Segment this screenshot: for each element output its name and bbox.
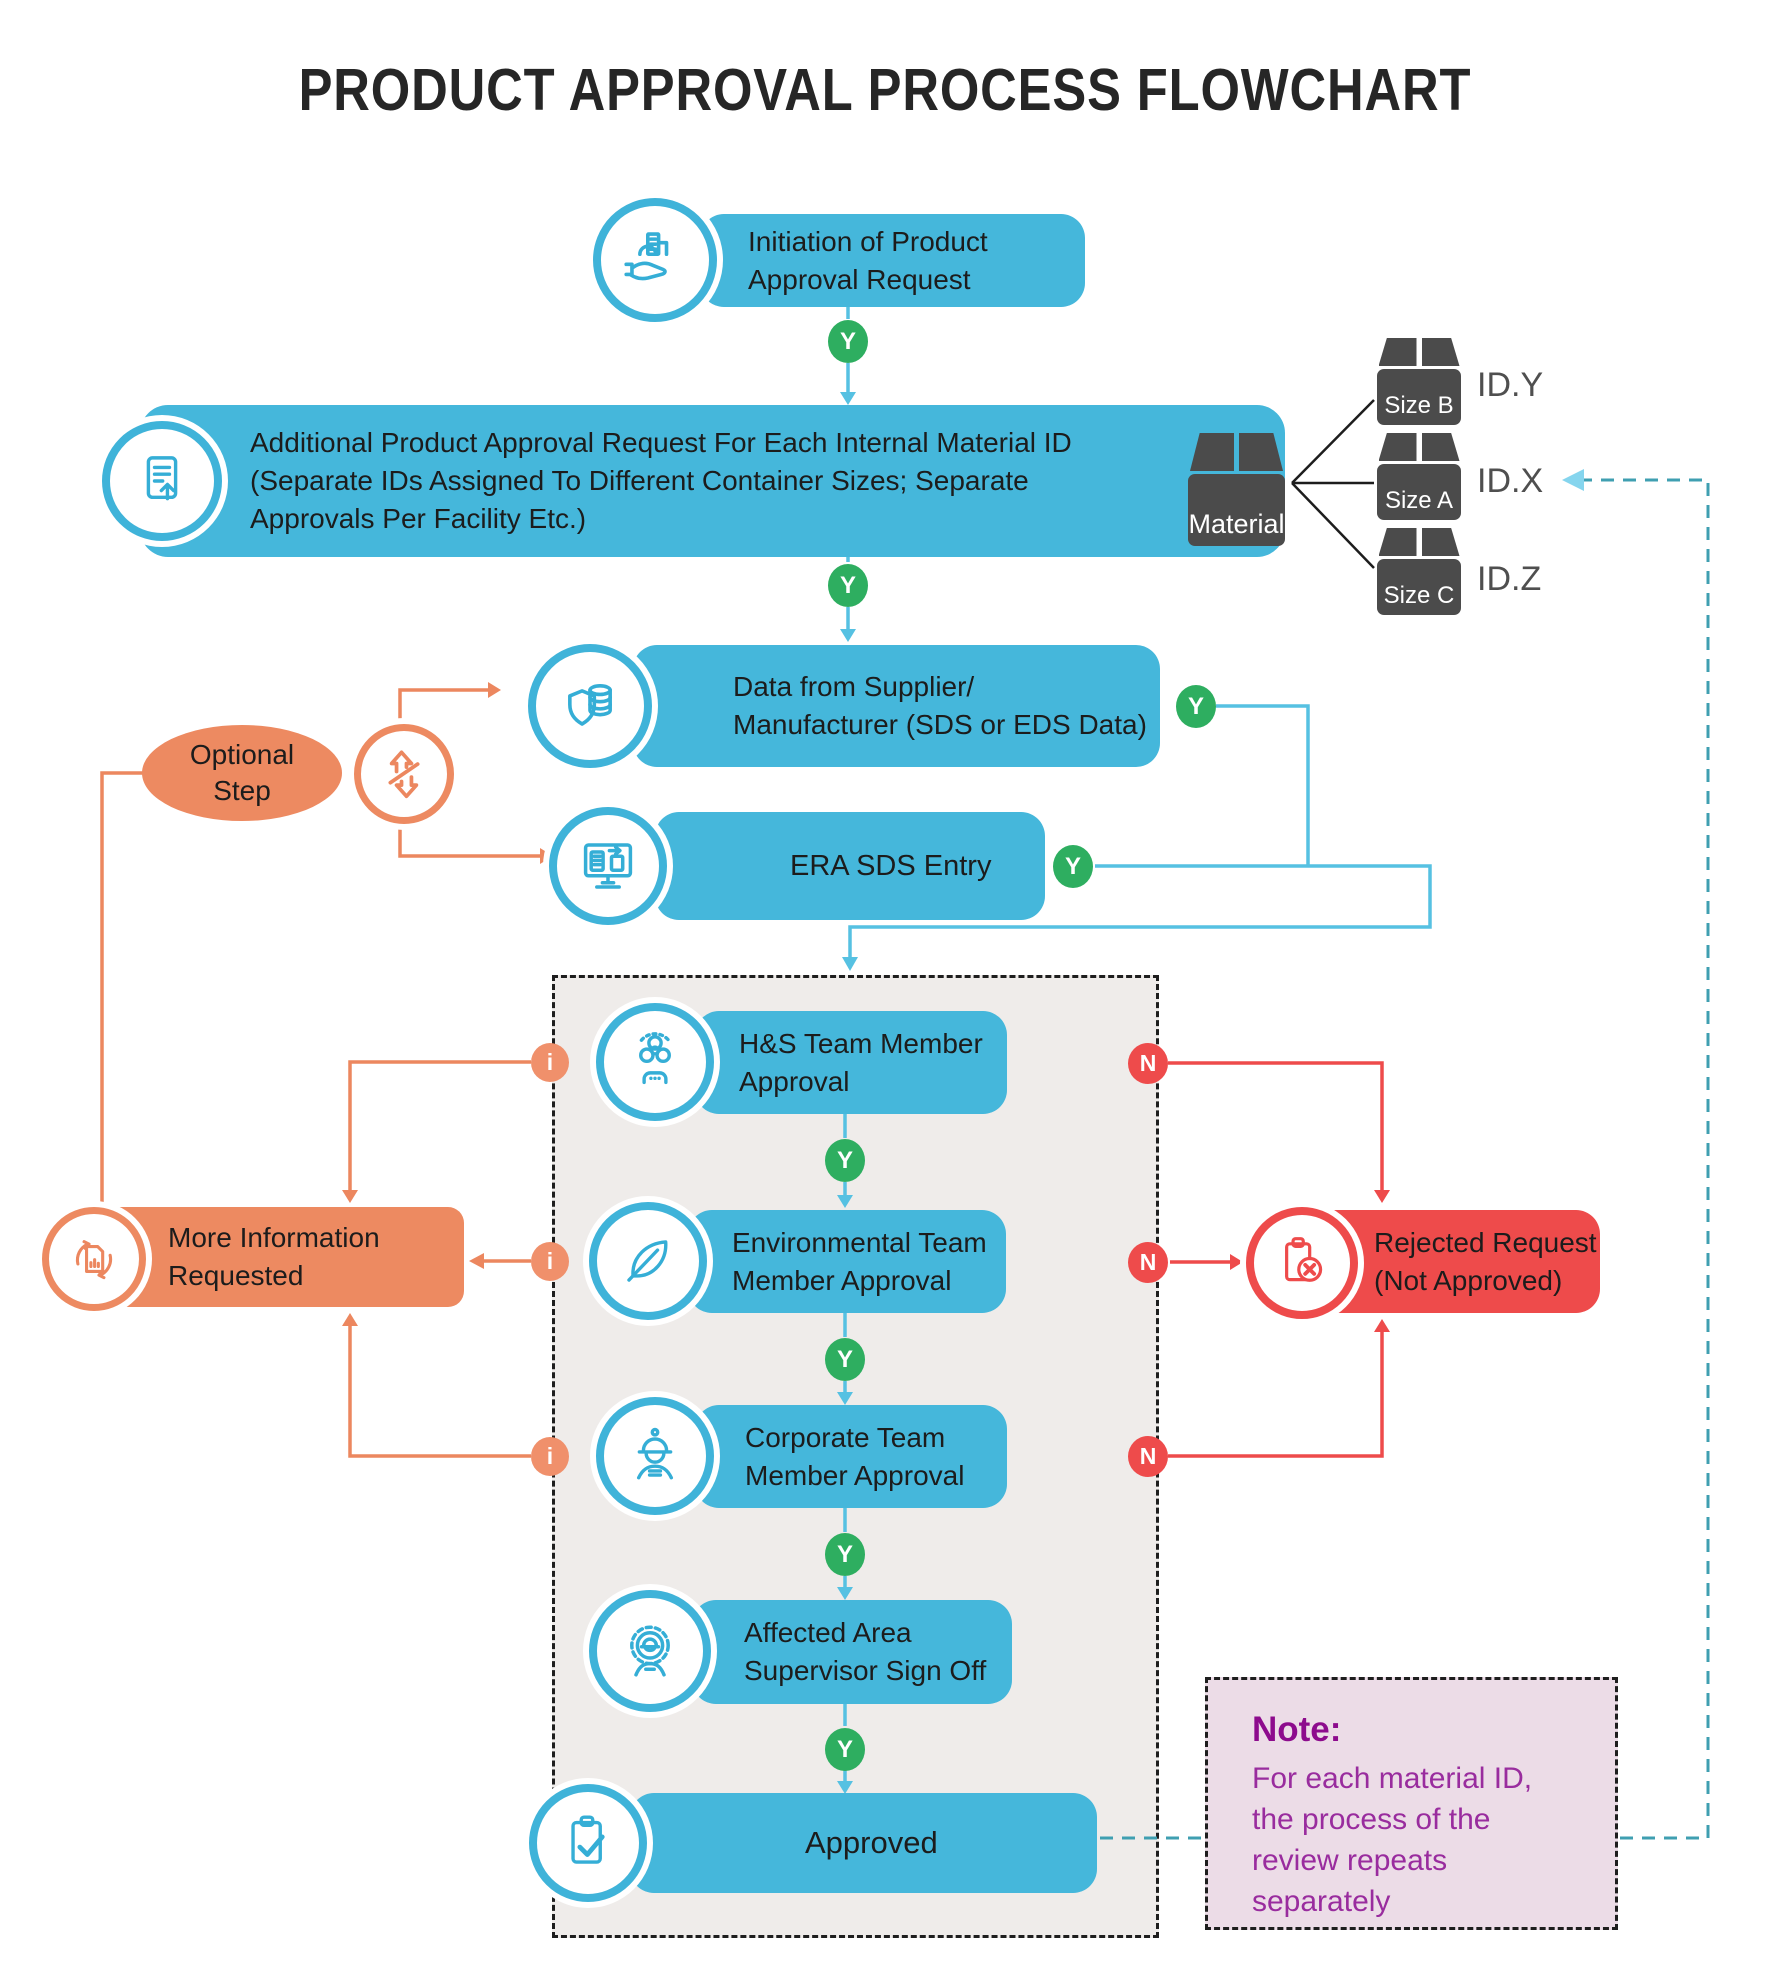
node-label: ERA SDS Entry	[790, 850, 992, 882]
material-fan-lines	[1292, 400, 1374, 568]
monitor-data-entry-icon	[573, 831, 643, 901]
document-refresh-icon	[63, 1228, 125, 1290]
node-environmental-approval	[688, 1210, 1006, 1313]
id-x-label: ID.X	[1477, 462, 1544, 500]
size-c-label: Size C	[1377, 559, 1461, 615]
info-badge: i	[531, 1437, 569, 1476]
node-label: Member Approval	[745, 1459, 965, 1491]
biohazard-person-icon	[621, 1028, 689, 1096]
shield-database-icon	[554, 670, 626, 742]
id-z-label: ID.Z	[1477, 560, 1542, 598]
sds-entry-monitor-icon-circle	[549, 807, 667, 925]
box-flap-icon	[1422, 338, 1460, 366]
material-box-icon	[1188, 433, 1285, 546]
node-hs-approval	[695, 1011, 1007, 1114]
initiation-icon-circle	[593, 198, 717, 322]
box-flap-icon	[1379, 528, 1417, 556]
optional-step-label: Optional	[189, 739, 295, 770]
gear-supervisor-icon	[615, 1616, 685, 1686]
yes-badge: Y	[1176, 685, 1216, 728]
document-upload-icon	[128, 447, 196, 515]
node-label: Initiation of Product	[748, 225, 988, 257]
node-label: Corporate Team	[745, 1421, 946, 1453]
document-refresh-icon-circle	[42, 1207, 146, 1311]
yes-badge: Y	[825, 1139, 865, 1182]
up-down-arrows-icon	[373, 743, 435, 805]
yes-badge: Y	[825, 1533, 865, 1576]
document-upload-icon-circle	[102, 421, 222, 541]
leaf-icon-circle	[589, 1202, 707, 1320]
node-approved	[630, 1793, 1097, 1893]
size-a-label: Size A	[1377, 464, 1461, 520]
yes-badge: Y	[825, 1338, 865, 1381]
note-box	[1205, 1677, 1618, 1930]
box-flap-icon	[1190, 433, 1234, 471]
optional-updown-icon-circle	[354, 724, 454, 824]
node-corporate-approval	[695, 1405, 1007, 1508]
node-label: Supervisor Sign Off	[744, 1655, 987, 1686]
repeat-loop-dashed-line	[1100, 480, 1708, 1838]
node-label: Environmental Team	[732, 1226, 987, 1258]
optional-step-label: Step	[213, 775, 271, 806]
node-label: Data from Supplier/	[733, 671, 975, 702]
note-line: the process of the	[1252, 1803, 1491, 1836]
page-title: PRODUCT APPROVAL PROCESS FLOWCHART	[298, 57, 1472, 123]
box-flap-icon	[1422, 528, 1460, 556]
gear-supervisor-icon-circle	[589, 1590, 711, 1712]
node-label: Requested	[168, 1260, 304, 1291]
node-label: Approvals Per Facility Etc.)	[250, 503, 587, 534]
node-initiation	[700, 214, 1085, 307]
box-flap-icon	[1379, 338, 1417, 366]
size-c-box-icon	[1377, 528, 1461, 615]
hardhat-worker-icon-circle	[596, 1397, 714, 1515]
node-label: Approval Request	[748, 263, 971, 295]
note-line: For each material ID,	[1252, 1762, 1533, 1795]
note-line: review repeats	[1252, 1844, 1448, 1877]
node-label: Manufacturer (SDS or EDS Data)	[733, 709, 1147, 740]
box-flap-icon	[1239, 433, 1283, 471]
no-badge: N	[1128, 1436, 1168, 1477]
yes-badge: Y	[828, 320, 868, 363]
no-badge: N	[1128, 1043, 1168, 1084]
node-label: Member Approval	[732, 1264, 952, 1296]
leaf-icon	[614, 1227, 682, 1295]
node-data-from-supplier	[633, 645, 1160, 767]
info-badge: i	[531, 1242, 569, 1281]
node-label: Additional Product Approval Request For Each Internal Material ID	[250, 427, 1072, 458]
node-additional-request	[140, 405, 1285, 557]
node-label: Approval	[739, 1065, 850, 1097]
repeat-loop-arrowhead	[1562, 469, 1584, 491]
optional-step-ellipse	[142, 725, 342, 821]
node-era-sds-entry	[655, 812, 1045, 920]
yes-badge: Y	[828, 564, 868, 607]
node-label: More Information	[168, 1222, 380, 1253]
id-y-label: ID.Y	[1477, 366, 1544, 404]
shield-database-icon-circle	[528, 644, 652, 768]
material-box-label: Material	[1188, 474, 1285, 546]
clipboard-check-icon	[554, 1809, 622, 1877]
box-flap-icon	[1422, 433, 1460, 461]
note-line: separately	[1252, 1885, 1391, 1918]
no-badge: N	[1128, 1242, 1168, 1283]
yes-badge: Y	[1053, 845, 1093, 888]
clipboard-x-icon-circle	[1246, 1207, 1358, 1319]
clipboard-check-icon-circle	[529, 1784, 647, 1902]
info-badge: i	[531, 1043, 569, 1082]
size-b-label: Size B	[1377, 369, 1461, 425]
node-label: Approved	[805, 1825, 938, 1860]
node-label: (Not Approved)	[1374, 1264, 1563, 1296]
node-label: (Separate IDs Assigned To Different Container Sizes; Separate	[250, 465, 1029, 496]
node-label: Affected Area	[744, 1617, 912, 1648]
yes-badge: Y	[825, 1728, 865, 1771]
node-label: H&S Team Member	[739, 1027, 983, 1059]
size-a-box-icon	[1377, 433, 1461, 520]
note-title: Note:	[1252, 1710, 1342, 1749]
size-b-box-icon	[1377, 338, 1461, 425]
box-flap-icon	[1379, 433, 1417, 461]
hardhat-worker-icon	[621, 1422, 689, 1490]
node-affected-area-signoff	[692, 1600, 1012, 1704]
node-label: Rejected Request	[1374, 1226, 1597, 1258]
biohazard-person-icon-circle	[596, 1003, 714, 1121]
factory-hand-icon	[619, 224, 691, 296]
clipboard-rejected-icon	[1270, 1231, 1334, 1295]
